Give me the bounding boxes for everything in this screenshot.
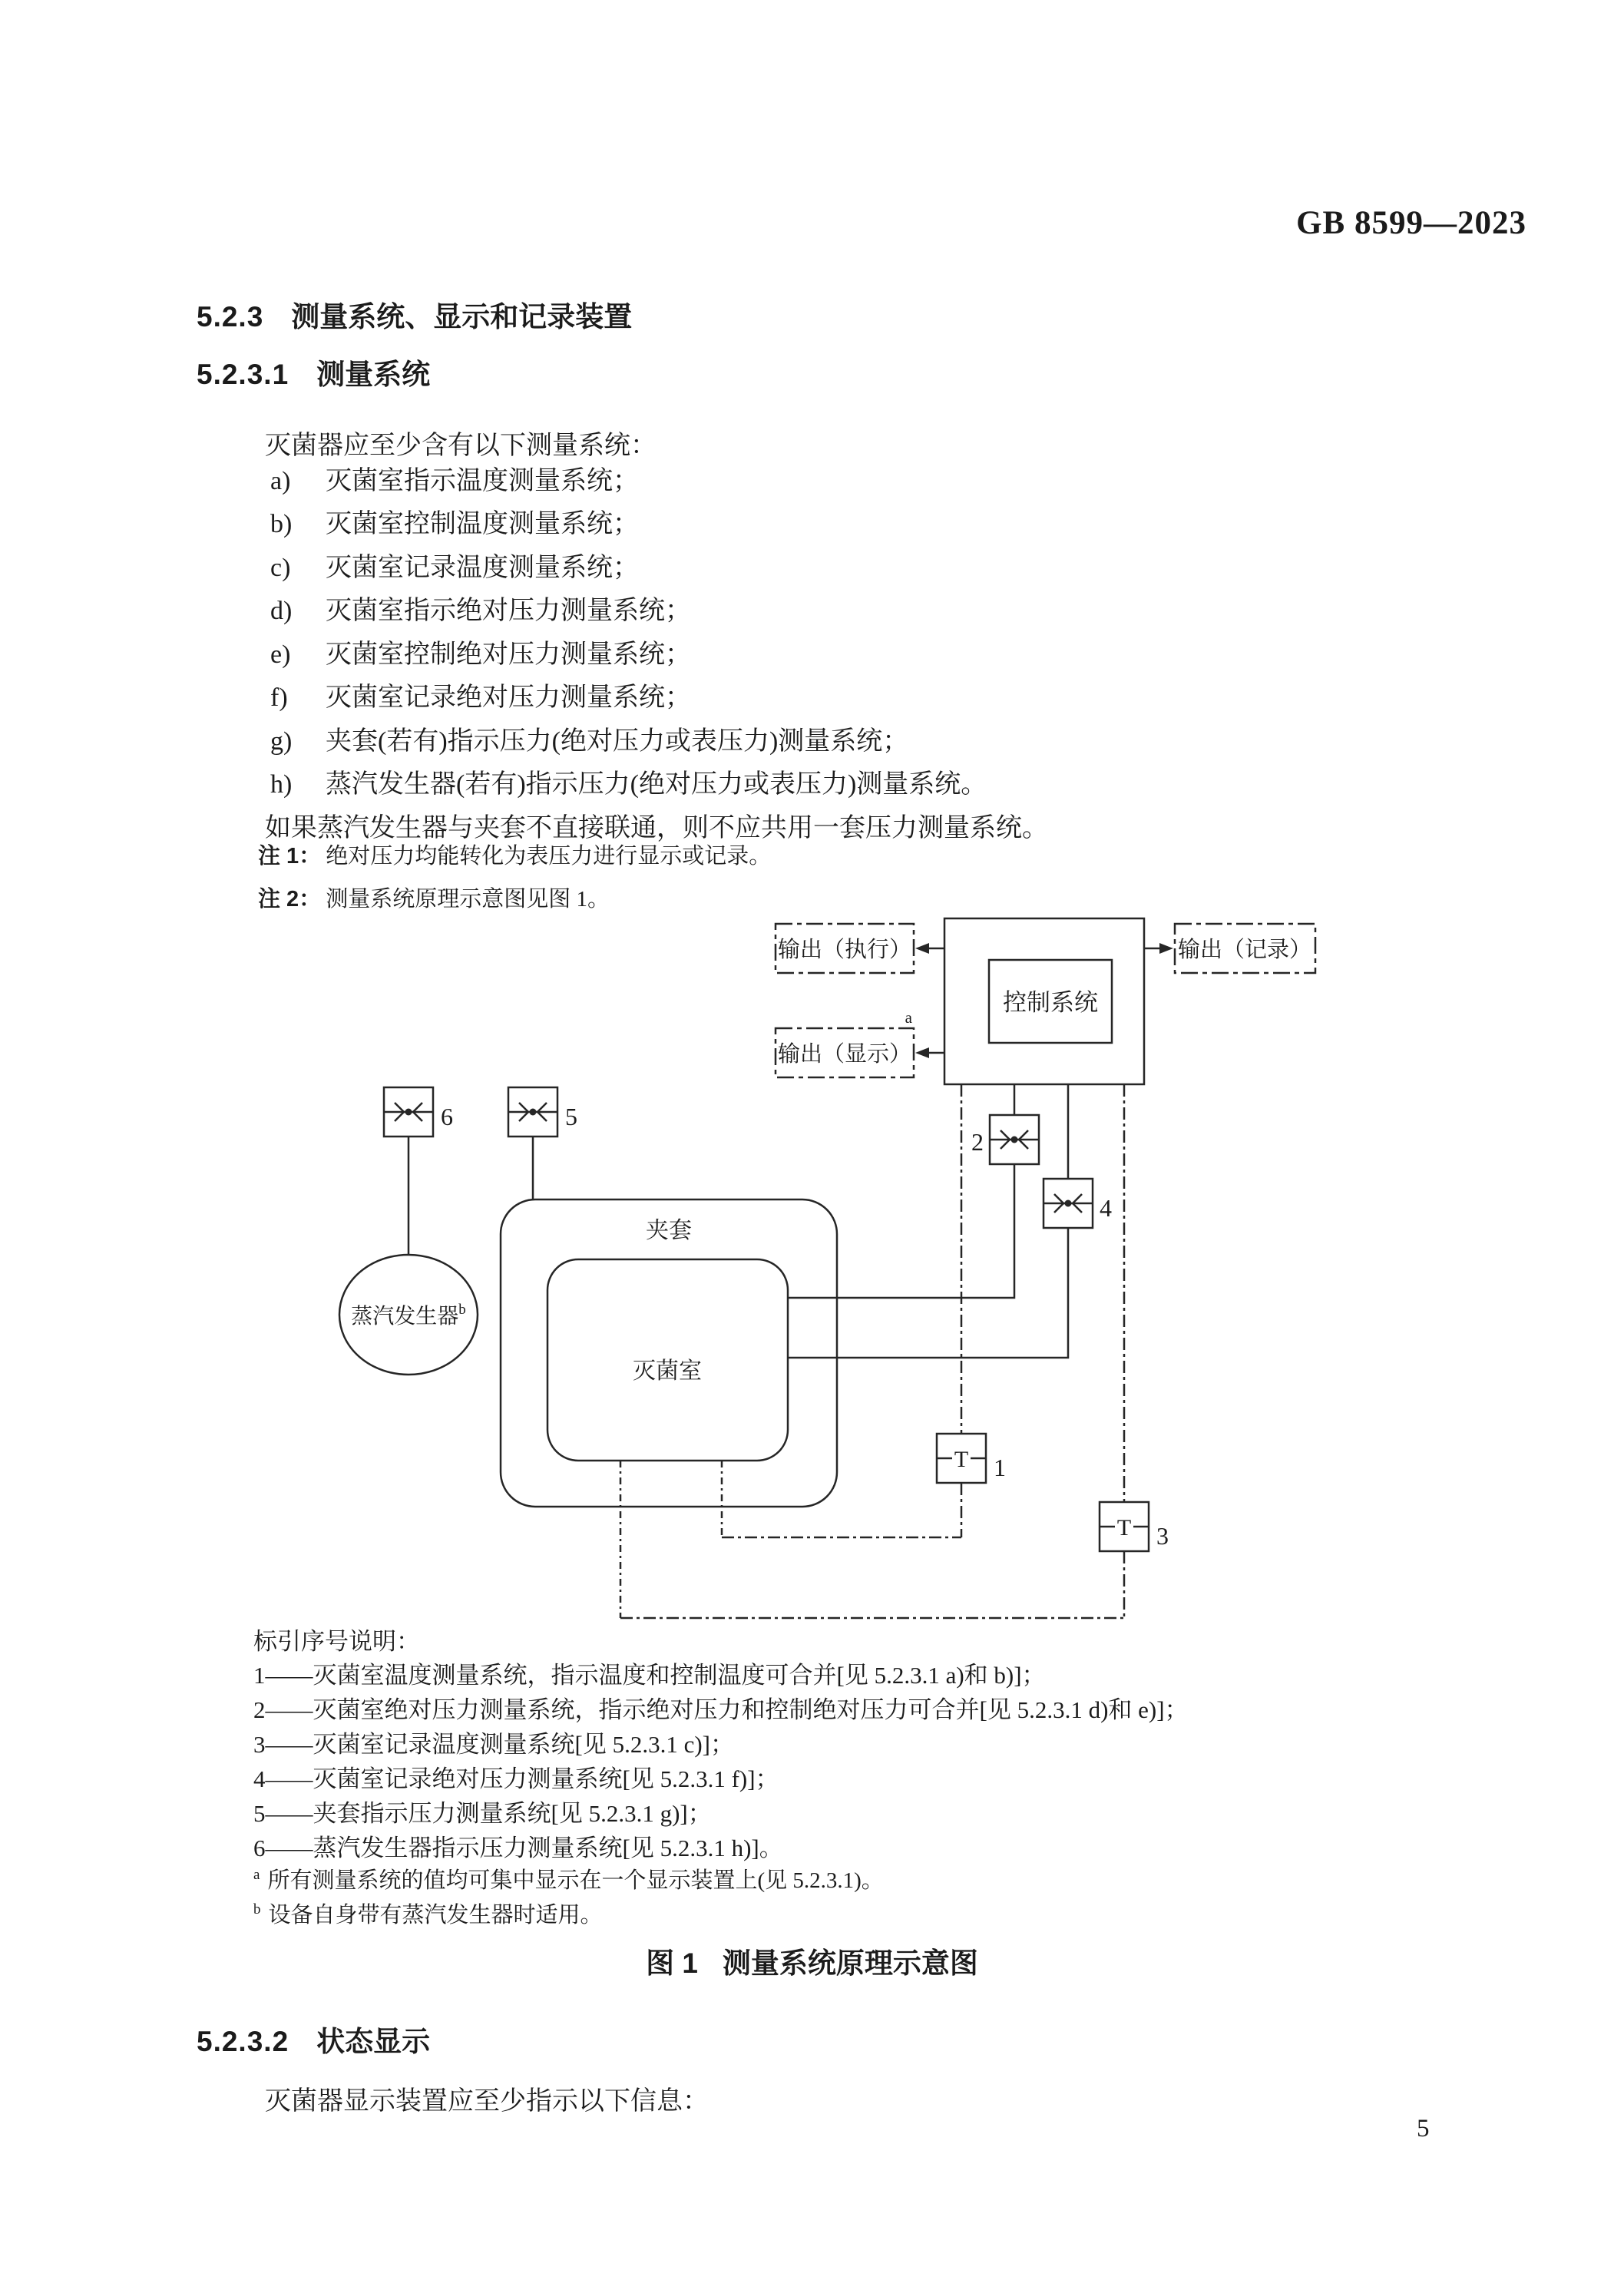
steam-generator-label: 蒸汽发生器$^b$ <box>351 1302 466 1328</box>
output-display-label: 输出（显示） <box>777 1042 912 1067</box>
list-item-label: f) <box>270 683 288 712</box>
section-number: 5.2.3 <box>197 301 264 333</box>
legend-entry: 2——灭菌室绝对压力测量系统，指示绝对压力和控制绝对压力可合并[见 5.2.3.1 d)和 e)]； <box>253 1696 1189 1723</box>
sensor-2-label: 2 <box>971 1128 984 1156</box>
output-display-superscript: a <box>905 1008 912 1027</box>
legend-entry: 3——灭菌室记录温度测量系统[见 5.2.3.1 c)]； <box>253 1731 734 1758</box>
figure-caption <box>201 1940 1423 1981</box>
list-item-text: 灭菌室控制温度测量系统； <box>326 510 639 538</box>
list-item-text: 灭菌室记录绝对压力测量系统； <box>326 683 691 712</box>
list-item-label: e) <box>270 640 291 669</box>
sensor-6-label: 6 <box>441 1103 453 1130</box>
output-display-box <box>776 1008 944 1077</box>
list-item <box>270 763 987 800</box>
list-item-label: b) <box>270 510 293 538</box>
pressure-sensor-5 <box>508 1087 577 1199</box>
jacket-label: 夹套 <box>646 1218 692 1243</box>
section-number: 5.2.3.2 <box>197 2026 289 2057</box>
list-item <box>270 502 639 540</box>
note-1 <box>258 839 771 870</box>
list-item <box>270 720 908 757</box>
note-label: 注 2： <box>258 887 322 912</box>
pressure-sensor-2 <box>788 1115 1039 1298</box>
section-number: 5.2.3.1 <box>197 359 289 390</box>
temperature-symbol: T <box>954 1447 969 1472</box>
legend-entry: 5——夹套指示压力测量系统[见 5.2.3.1 g)]； <box>253 1800 712 1827</box>
sensor-3-label: 3 <box>1156 1522 1169 1550</box>
sensor-5-label: 5 <box>565 1103 577 1130</box>
arrow-right-icon <box>1159 943 1173 954</box>
sensor-4-label: 4 <box>1100 1194 1112 1222</box>
intro-paragraph: 灭菌器应至少含有以下测量系统： <box>265 432 657 460</box>
standard-code: GB 8599—2023 <box>1296 205 1526 241</box>
output-execute-box <box>776 924 944 973</box>
list-item-label: d) <box>270 597 293 625</box>
list-item <box>270 589 691 627</box>
footnote-text: 所有测量系统的值均可集中显示在一个显示装置上(见 5.2.3.1)。 <box>267 1868 884 1893</box>
figure-label: 图 1 <box>646 1947 698 1979</box>
section-title: 状态显示 <box>316 2026 431 2057</box>
legend-title: 标引序号说明： <box>253 1628 420 1655</box>
temperature-symbol: T <box>1116 1515 1132 1540</box>
list-item-text: 灭菌室控制绝对压力测量系统； <box>326 640 691 669</box>
output-record-box <box>1144 924 1315 973</box>
after-items-paragraph: 如果蒸汽发生器与夹套不直接联通，则不应共用一套压力测量系统。 <box>265 814 1048 842</box>
section-heading-5-2-3-1 <box>197 351 430 392</box>
section-heading-5-2-3-2 <box>197 2018 430 2060</box>
list-item-label: g) <box>270 727 293 756</box>
arrow-left-icon <box>915 943 929 954</box>
list-item-text: 灭菌室指示绝对压力测量系统； <box>326 597 691 625</box>
arrow-left-icon <box>915 1047 929 1058</box>
list-item-label: h) <box>270 770 293 799</box>
note-text: 测量系统原理示意图见图 1。 <box>326 887 610 912</box>
section-title: 测量系统、显示和记录装置 <box>291 301 633 333</box>
section-heading-5-2-3 <box>197 293 632 335</box>
footnote-a <box>253 1863 884 1894</box>
legend-entry: 1——灭菌室温度测量系统，指示温度和控制温度可合并[见 5.2.3.1 a)和 b)]； <box>253 1662 1046 1689</box>
footnote-marker: b <box>253 1901 261 1918</box>
list-item <box>270 676 691 713</box>
list-item-text: 夹套(若有)指示压力(绝对压力或表压力)测量系统； <box>326 727 909 756</box>
footnote-b <box>253 1898 603 1929</box>
list-item-text: 灭菌室指示温度测量系统； <box>326 467 639 495</box>
note-2 <box>258 882 610 913</box>
temperature-sensor-1 <box>722 1434 1006 1537</box>
chamber-drop-lines <box>620 1461 722 1618</box>
list-item-text: 蒸汽发生器(若有)指示压力(绝对压力或表压力)测量系统。 <box>326 770 987 799</box>
list-item-text: 灭菌室记录温度测量系统； <box>326 554 639 582</box>
chamber-box <box>547 1259 788 1461</box>
output-execute-label: 输出（执行） <box>777 938 912 962</box>
list-item <box>270 546 639 584</box>
footnote-marker: a <box>253 1867 260 1884</box>
figure-title: 测量系统原理示意图 <box>722 1947 978 1979</box>
closing-paragraph: 灭菌器显示装置应至少指示以下信息： <box>265 2087 709 2116</box>
note-label: 注 1： <box>258 844 322 869</box>
sensor-1-label: 1 <box>994 1454 1006 1481</box>
footnote-text: 设备自身带有蒸汽发生器时适用。 <box>268 1903 603 1927</box>
control-system-label: 控制系统 <box>1003 989 1098 1016</box>
chamber-label: 灭菌室 <box>633 1358 702 1384</box>
control-system-box <box>944 918 1144 1084</box>
page-number: 5 <box>1417 2115 1430 2142</box>
figure-1-diagram <box>307 910 1359 1678</box>
list-item-label: a) <box>270 467 291 495</box>
output-record-label: 输出（记录） <box>1177 938 1312 962</box>
list-item <box>270 633 691 670</box>
section-title: 测量系统 <box>316 359 431 390</box>
steam-generator-ellipse <box>339 1255 478 1375</box>
temperature-sensor-3 <box>620 1502 1169 1618</box>
list-item <box>270 459 639 497</box>
pressure-sensor-6 <box>384 1087 453 1255</box>
note-text: 绝对压力均能转化为表压力进行显示或记录。 <box>326 844 772 869</box>
legend-entry: 4——灭菌室记录绝对压力测量系统[见 5.2.3.1 f)]； <box>253 1765 779 1792</box>
list-item-label: c) <box>270 554 291 582</box>
legend-entry: 6——蒸汽发生器指示压力测量系统[见 5.2.3.1 h)]。 <box>253 1835 783 1861</box>
